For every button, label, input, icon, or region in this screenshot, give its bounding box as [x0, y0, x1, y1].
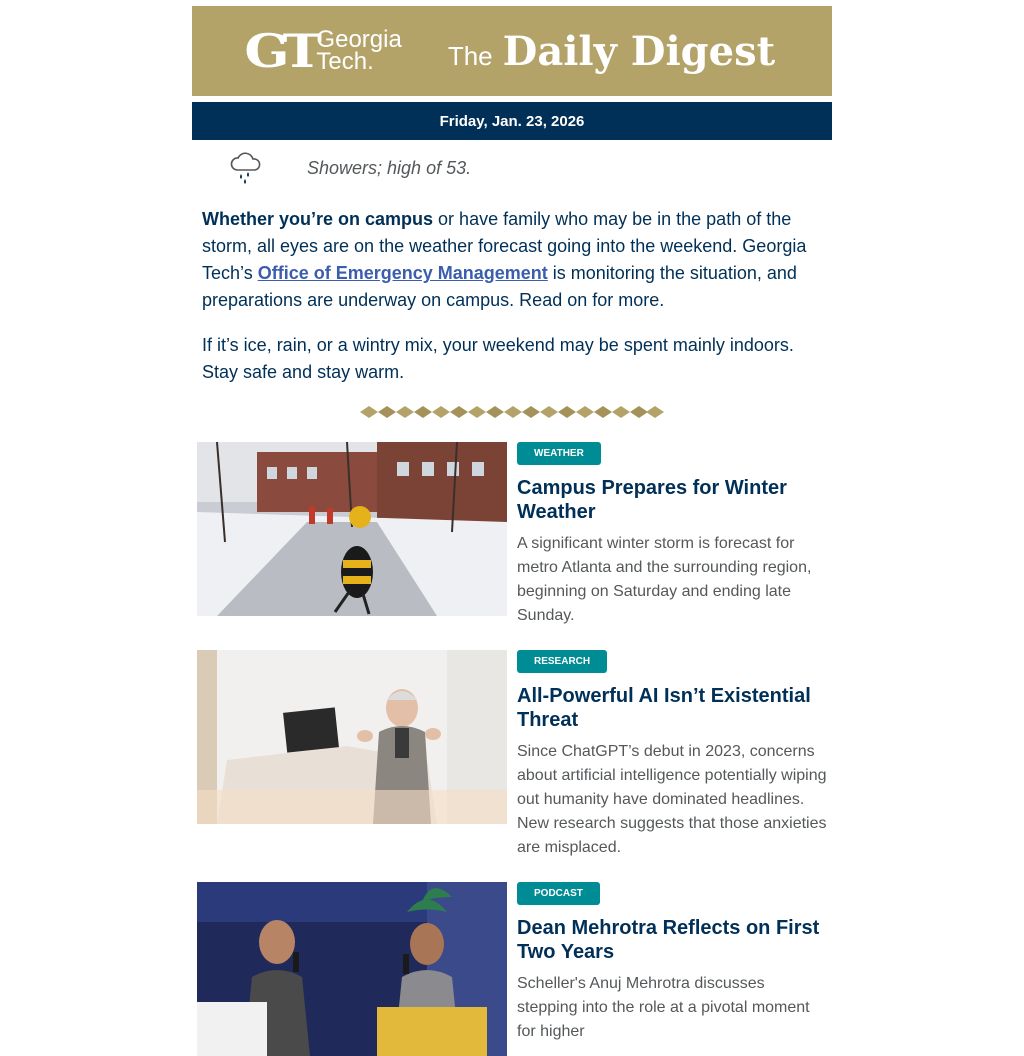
story-title[interactable]: Campus Prepares for Winter Weather	[517, 477, 787, 523]
story-body	[517, 650, 827, 860]
category-tag[interactable]: PODCAST	[517, 882, 600, 905]
title-prefix: The	[447, 40, 493, 71]
podcast-studio-illustration	[197, 882, 507, 1056]
email-container	[192, 0, 832, 1056]
emergency-management-link[interactable]: Office of Emergency Management	[257, 263, 548, 283]
story-body	[517, 442, 827, 628]
story-body	[517, 882, 827, 1056]
logo-line-1: Georgia	[316, 26, 402, 54]
story-card[interactable]	[197, 442, 832, 628]
rain-cloud-icon	[228, 150, 264, 186]
story-card[interactable]	[197, 650, 832, 860]
story-description: A significant winter storm is forecast for metro Atlanta and the surrounding region, beginning on Saturday and ending late Sunday.	[517, 535, 812, 624]
story-title[interactable]: All-Powerful AI Isn’t Existential Threat	[517, 685, 811, 731]
category-tag[interactable]: RESEARCH	[517, 650, 607, 673]
intro-paragraph-2: If it’s ice, rain, or a wintry mix, your weekend may be spent mainly indoors. Stay safe and stay warm.	[202, 335, 794, 382]
header-banner	[192, 6, 832, 96]
intro-section	[192, 196, 832, 386]
weather-text: Showers; high of 53.	[307, 157, 472, 178]
intro-paragraph-1	[202, 206, 822, 314]
intro-text-1: or have family who may be in the path of the storm, all eyes are on the weather forecast going into the weekend. Georgia Tech’s	[202, 209, 807, 283]
georgia-tech-logo[interactable]	[244, 24, 402, 78]
intro-text-2: is monitoring the situation, and preparations are underway on campus. Read on for more.	[202, 263, 797, 310]
logo-line-2: Tech.	[316, 48, 374, 75]
issue-date: Friday, Jan. 23, 2026	[439, 112, 585, 130]
speaker-podium-illustration	[197, 650, 507, 824]
story-description: Since ChatGPT’s debut in 2023, concerns about artificial intelligence potentially wiping out humanity have dominated headlines. New research suggests that those anxieties are misplaced.	[517, 743, 827, 856]
story-card[interactable]	[197, 882, 832, 1056]
date-bar	[192, 102, 832, 140]
category-tag[interactable]: WEATHER	[517, 442, 601, 465]
intro-lead: Whether you’re on campus	[202, 209, 434, 229]
story-image-podcast[interactable]	[197, 882, 507, 1056]
story-title[interactable]: Dean Mehrotra Reflects on First Two Years	[517, 917, 820, 963]
logo-wordmark	[316, 26, 402, 75]
story-image-ai-speaker[interactable]	[197, 650, 507, 824]
title-main: Daily Digest	[502, 27, 776, 75]
story-description: Scheller's Anuj Mehrotra discusses stepping into the role at a pivotal moment for higher	[517, 975, 810, 1040]
diamond-divider	[192, 404, 832, 420]
winter-campus-illustration	[197, 442, 507, 616]
diamond-pattern-icon	[360, 404, 664, 420]
newsletter-title	[448, 28, 775, 75]
weather-row	[192, 140, 832, 196]
story-image-winter-campus[interactable]	[197, 442, 507, 616]
gt-logo-mark: GT	[244, 24, 316, 78]
